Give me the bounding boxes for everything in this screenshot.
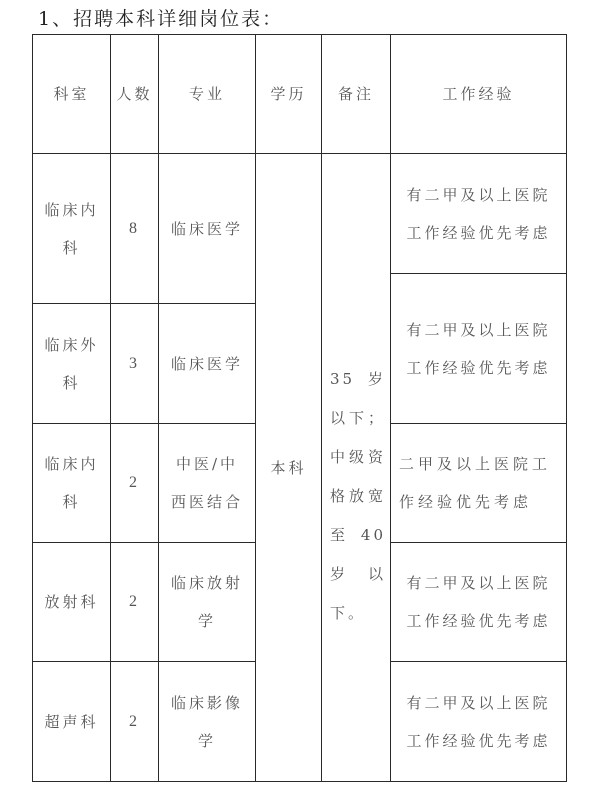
header-education-label: 学历 [270, 85, 307, 103]
major-text: 中医/中西医结合 [170, 455, 243, 511]
row4-major [158, 542, 256, 662]
major-text: 临床影像学 [170, 693, 243, 750]
count-text: 8 [129, 219, 140, 237]
count-text: 2 [129, 712, 140, 730]
experience-text: 有二甲及以上医院工作经验优先考虑 [406, 574, 551, 630]
experience-text: 有二甲及以上医院工作经验优先考虑 [406, 185, 551, 242]
major-text: 临床医学 [170, 219, 243, 238]
remark-merged-cell [321, 153, 391, 782]
header-count [110, 34, 159, 154]
dept-text: 临床外科 [44, 335, 99, 392]
header-experience [390, 34, 567, 154]
count-text: 2 [129, 593, 140, 610]
row5-dept [32, 661, 111, 782]
education-merged-cell [255, 153, 322, 782]
row5-major [158, 661, 256, 782]
header-experience-label: 工作经验 [442, 85, 515, 103]
row5-experience [390, 661, 567, 782]
dept-text: 超声科 [44, 712, 99, 731]
experience-text: 二甲及以上医院工作经验优先考虑 [399, 455, 552, 511]
header-major [158, 34, 256, 154]
header-remark-label: 备注 [337, 85, 374, 103]
row4-experience [390, 542, 567, 662]
count-text: 3 [129, 354, 140, 372]
dept-text: 临床内科 [44, 200, 99, 257]
row1-count [110, 153, 159, 304]
header-dept [32, 34, 111, 154]
row1-experience [390, 153, 567, 274]
row1-dept [32, 153, 111, 304]
dept-text: 放射科 [44, 593, 99, 611]
row2-experience [390, 273, 567, 424]
row2-dept [32, 303, 111, 424]
page-title: 1、招聘本科详细岗位表： [38, 8, 284, 30]
education-text: 本科 [270, 458, 307, 477]
dept-text: 临床内科 [44, 455, 99, 511]
row5-count [110, 661, 159, 782]
row3-dept [32, 423, 111, 543]
count-text: 2 [129, 474, 140, 491]
header-dept-label: 科室 [53, 85, 90, 103]
row4-dept [32, 542, 111, 662]
header-education [255, 34, 322, 154]
header-remark [321, 34, 391, 154]
major-text: 临床放射学 [170, 574, 243, 630]
remark-text: 35 岁以下；中级资格放宽至40 岁以下。 [330, 370, 386, 622]
header-major-label: 专业 [188, 85, 225, 103]
experience-text: 有二甲及以上医院工作经验优先考虑 [406, 320, 551, 377]
major-text: 临床医学 [170, 354, 243, 373]
row3-count [110, 423, 159, 543]
experience-text: 有二甲及以上医院工作经验优先考虑 [406, 693, 551, 750]
row4-count [110, 542, 159, 662]
row3-major [158, 423, 256, 543]
row1-major [158, 153, 256, 304]
row2-major [158, 303, 256, 424]
header-count-label: 人数 [116, 85, 153, 103]
row2-count [110, 303, 159, 424]
row3-experience [390, 423, 567, 543]
